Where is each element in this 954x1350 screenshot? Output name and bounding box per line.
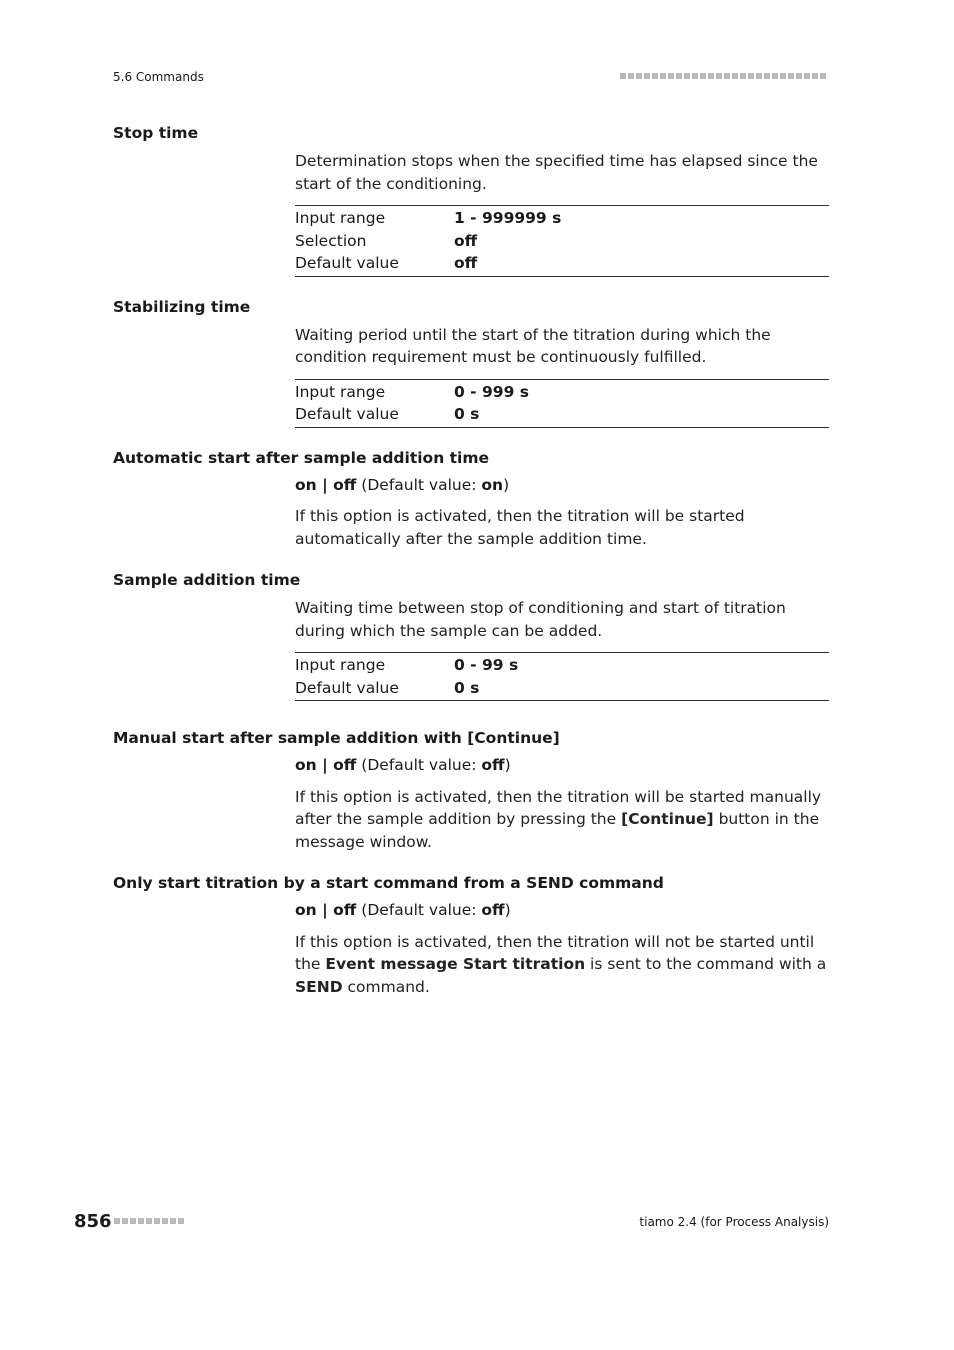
table-row — [295, 252, 829, 275]
section-description: Waiting period until the start of the titration during which the condition requirement must be continuously fulfilled. — [295, 325, 771, 366]
default-value: off — [481, 756, 505, 774]
description-text: If this option is activated, then the titration will not be started until the — [295, 932, 815, 973]
section-description: If this option is activated, then the titration will be started automatically after the sample addition time. — [295, 507, 745, 548]
description-text: is sent to the command with a — [585, 955, 827, 973]
param-key: Input range — [295, 382, 386, 401]
running-header-section: 5.6 Commands — [113, 70, 204, 84]
default-value: off — [481, 901, 505, 919]
default-suffix: ) — [504, 756, 511, 774]
parameter-table — [295, 379, 829, 428]
section-stabilizing-time — [113, 296, 829, 428]
footer-product: tiamo 2.4 (for Process Analysis) — [639, 1215, 829, 1229]
description-text: If this option is activated, then the titration will be started manually after the sample addition by pressing the — [295, 787, 822, 828]
option-values — [295, 474, 829, 497]
option-values — [295, 899, 829, 922]
description-text: command. — [342, 977, 430, 996]
section-description — [295, 931, 829, 999]
page-content — [113, 122, 829, 1017]
param-value: 0 s — [454, 678, 480, 697]
section-stop-time — [113, 122, 829, 277]
parameter-table — [295, 652, 829, 701]
table-row — [295, 654, 829, 677]
default-value: on — [481, 475, 504, 494]
option-separator: | — [316, 901, 334, 919]
section-title: Stop time — [113, 124, 199, 142]
param-value: 0 s — [454, 405, 480, 423]
table-row — [295, 403, 829, 426]
section-title: Manual start after sample addition with [Continue] — [113, 729, 560, 747]
default-prefix: (Default value: — [356, 475, 482, 494]
section-sample-addition-time — [113, 569, 829, 701]
option-separator: | — [316, 475, 334, 494]
param-key: Selection — [295, 231, 367, 250]
send-command-label: SEND — [295, 977, 343, 996]
param-key: Input range — [295, 656, 386, 674]
parameter-table — [295, 205, 829, 277]
option-on: on — [295, 901, 317, 919]
default-suffix: ) — [504, 901, 511, 919]
param-value: off — [454, 254, 478, 272]
section-title: Only start titration by a start command from a SEND command — [113, 874, 664, 892]
section-description: Determination stops when the specified time has elapsed since the start of the conditioning. — [295, 152, 818, 193]
table-row — [295, 381, 829, 404]
section-title: Sample addition time — [113, 571, 301, 589]
option-values — [295, 754, 829, 777]
section-description: Waiting time between stop of conditioning and start of titration during which the sample can be added. — [295, 599, 786, 640]
section-description — [295, 786, 829, 854]
option-off: off — [333, 756, 357, 774]
footer-decoration — [114, 1218, 184, 1224]
table-row — [295, 230, 829, 253]
section-start-by-send — [113, 872, 829, 998]
default-prefix: (Default value: — [356, 901, 482, 919]
param-key: Input range — [295, 209, 386, 227]
option-off: off — [333, 475, 357, 494]
param-key: Default value — [295, 405, 399, 423]
default-prefix: (Default value: — [356, 756, 482, 774]
section-title: Stabilizing time — [113, 297, 251, 316]
param-key: Default value — [295, 254, 399, 272]
param-value: 0 - 99 s — [454, 656, 519, 674]
continue-button-label: [Continue] — [621, 810, 714, 828]
page-number: 856 — [74, 1211, 112, 1232]
table-row — [295, 207, 829, 230]
default-suffix: ) — [503, 475, 510, 494]
event-message-label: Event message Start titration — [325, 955, 586, 973]
option-separator: | — [316, 756, 334, 774]
option-on: on — [295, 475, 317, 494]
option-on: on — [295, 756, 317, 774]
param-value: 0 - 999 s — [454, 382, 529, 401]
option-off: off — [333, 901, 357, 919]
param-key: Default value — [295, 678, 399, 697]
description-text: button in the message window. — [295, 810, 820, 851]
section-manual-start — [113, 727, 829, 853]
param-value: 1 - 999999 s — [454, 209, 562, 227]
section-automatic-start — [113, 447, 829, 551]
table-row — [295, 677, 829, 700]
header-decoration — [620, 73, 826, 79]
param-value: off — [454, 231, 478, 250]
section-title: Automatic start after sample addition time — [113, 448, 490, 467]
